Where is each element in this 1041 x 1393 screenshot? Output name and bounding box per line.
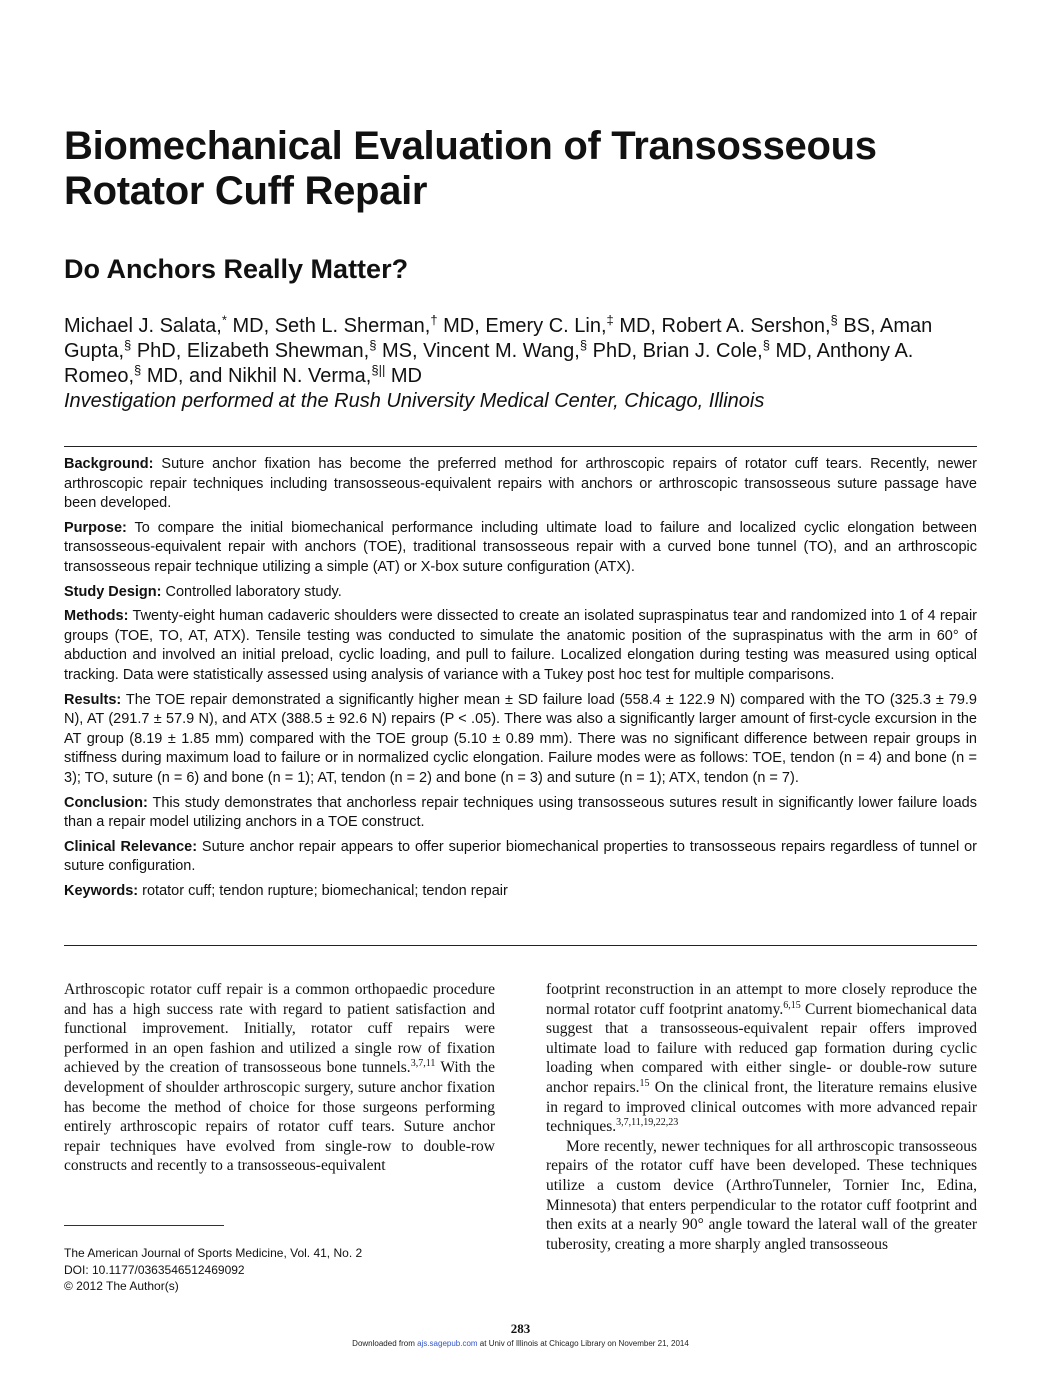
body-paragraph (546, 980, 977, 1137)
article-title: Biomechanical Evaluation of Transosseous Rotator Cuff Repair (64, 124, 877, 213)
affiliation-mark: † (430, 312, 438, 328)
section-text: This study demonstrates that anchorless repair techniques using transosseous sutures result in significantly lower failure loads than a repair model utilizing anchors in a TOE construct. (64, 794, 977, 831)
author-name: Seth L. Sherman, (274, 315, 431, 337)
author-degree: MD, (613, 315, 662, 337)
doi: DOI: 10.1177/0363546512469092 (64, 1262, 245, 1277)
author-name: Emery C. Lin, (485, 315, 607, 337)
abstract-methods (64, 607, 977, 685)
body-text: Arthroscopic rotator cuff repair is a common orthopaedic procedure and has a high success rate with regard to patient satisfaction and functional improvement. Initially, rotator cuff repairs were performed in an open fashion and utilized a single row of fixation achieved by the creation of transosseous bone tunnels. (64, 981, 495, 1077)
author-name: Elizabeth Shewman, (186, 340, 370, 362)
body-text: Current biomechanical data suggest that a transosseous-equivalent repair offers improved ultimate load to failure with reduced gap formation during cyclic loading when compared with either single- or double-row suture anchor repairs. (546, 1000, 977, 1096)
citation-ref: 3,7,11 (410, 1058, 436, 1070)
author-list (64, 314, 984, 389)
journal-footnote (64, 1245, 484, 1295)
author-name: Nikhil N. Verma, (227, 365, 372, 387)
abstract-top-rule (64, 446, 977, 447)
body-text: On the clinical front, the literature remains elusive in regard to improved clinical outcomes with more advanced repair techniques. (546, 1078, 978, 1136)
download-suffix: at Univ of Illinois at Chicago Library on November 21, 2014 (477, 1339, 689, 1348)
abstract-purpose (64, 519, 977, 578)
author-degree: PhD, (587, 340, 643, 362)
journal-citation: The American Journal of Sports Medicine, Vol. 41, No. 2 (64, 1246, 363, 1260)
author-degree: BS, (837, 315, 881, 337)
section-text: Twenty-eight human cadaveric shoulders were dissected to create an isolated supraspinatus tear and randomized into 1 of 4 repair groups (TOE, TO, AT, ATX). Tensile testing was conducted to simulate the anatomic position of the supraspinatus with the arm in 60° of abduction and involved an initial preload, cyclic loading, and pull to failure. Localized elongation during testing was measured using optical tracking. Data were statistically assessed using analysis of variance with a Tukey post hoc test for multiple comparisons. (64, 608, 977, 683)
author-name: Brian J. Cole, (642, 340, 763, 362)
section-label: Clinical Relevance: (64, 838, 198, 855)
author-degree: MD, and (141, 365, 228, 387)
article-subtitle: Do Anchors Really Matter? (64, 254, 409, 284)
author-degree: MD, (226, 315, 275, 337)
body-column-left (64, 980, 495, 1176)
author-degree: MS, (376, 340, 424, 362)
footnote-rule (64, 1225, 224, 1226)
affiliation-mark: §|| (371, 362, 386, 378)
affiliation-mark: § (134, 362, 142, 378)
page-number: 283 (510, 1321, 531, 1336)
abstract-bottom-rule (64, 945, 977, 946)
author-name: Vincent M. Wang, (423, 340, 580, 362)
author-degree: MD, (437, 315, 486, 337)
section-label: Keywords: (64, 882, 139, 899)
abstract-clinical-relevance (64, 838, 977, 877)
author-degree: MD (385, 365, 422, 387)
author-degree: PhD, (131, 340, 187, 362)
body-text: With the development of shoulder arthroscopic surgery, suture anchor fixation has become the method of choice for those surgeons performing entirely arthroscopic repairs of rotator cuff tears. Suture anchor repair techniques have evolved from single-row to double-row constructs and recently to a transosseous-equivalent (64, 1059, 495, 1175)
author-degree: MD, (769, 340, 817, 362)
body-column-right (546, 980, 977, 1254)
body-text: footprint reconstruction in an attempt to more closely reproduce the normal rotator cuff footprint anatomy. (546, 981, 977, 1018)
affiliation-mark: § (762, 337, 770, 353)
section-label: Background: (64, 456, 154, 472)
section-label: Conclusion: (64, 794, 148, 811)
affiliation-mark: ‡ (606, 312, 614, 328)
section-label: Purpose: (64, 519, 127, 536)
section-label: Results: (64, 691, 122, 708)
author-name: Anthony A. Romeo, (64, 340, 914, 387)
section-text: To compare the initial biomechanical performance including ultimate load to failure and localized cyclic elongation between transosseous-equivalent repair with anchors (TOE), traditional transosseous repair with a curved bone tunnel (TO), and an arthroscopic transosseous repair technique utilizing a simple (AT) or X-box suture configuration (ATX). (64, 519, 977, 575)
abstract-study-design (64, 583, 977, 603)
body-paragraph (64, 980, 495, 1176)
affiliation-mark: § (369, 337, 377, 353)
abstract-background (64, 455, 977, 514)
section-text: Suture anchor repair appears to offer superior biomechanical properties to transosseous repairs regardless of tunnel or suture configuration. (64, 838, 978, 875)
section-text: Controlled laboratory study. (161, 583, 342, 600)
abstract-keywords (64, 882, 977, 902)
section-label: Methods: (64, 608, 129, 625)
section-label: Study Design: (64, 583, 162, 600)
abstract (64, 455, 977, 906)
institution-line: Investigation performed at the Rush University Medical Center, Chicago, Illinois (64, 390, 765, 412)
section-text: The TOE repair demonstrated a significantly higher mean ± SD failure load (558.4 ± 122.9 N) compared with the TO (325.3 ± 79.9 N), AT (291.7 ± 57.9 N), and ATX (388.5 ± 92.6 N) repairs (P < .05). There was also a significantly larger amount of first-cycle excursion in the AT group (8.19 ± 1.85 mm) compared with the TOE group (5.10 ± 0.89 mm). There was no significant difference between repair groups in stiffness during maximum load to failure or in normalized cyclic elongation. Failure modes were as follows: TOE, tendon (n = 4) and bone (n = 3); TO, suture (n = 6) and bone (n = 1); AT, tendon (n = 2) and bone (n = 3) and suture (n = 1); ATX, tendon (n = 7). (64, 691, 977, 786)
author-name: Robert A. Sershon, (661, 315, 831, 337)
affiliation-mark: § (830, 312, 838, 328)
author-name: Michael J. Salata, (64, 315, 222, 337)
affiliation-mark: § (124, 337, 132, 353)
abstract-conclusion (64, 794, 977, 833)
citation-ref: 3,7,11,19,22,23 (616, 1117, 679, 1128)
section-text: rotator cuff; tendon rupture; biomechanical; tendon repair (138, 882, 508, 899)
citation-ref: 15 (639, 1077, 650, 1089)
affiliation-mark: § (579, 337, 588, 353)
download-link[interactable]: ajs.sagepub.com (417, 1339, 478, 1348)
body-paragraph: More recently, newer techniques for all arthroscopic transosseous repairs of the rotator cuff have been developed. These techniques utilize a custom device (ArthroTunneler, Tornier Inc, Edina, Minnesota) that enters perpendicular to the rotator cuff footprint and then exits at a nearly 90° angle toward the lateral wall of the greater tuberosity, creating a more sharply angled transosseous (546, 1137, 977, 1253)
abstract-results (64, 691, 977, 789)
affiliation-mark: * (221, 312, 227, 328)
download-notice (0, 1339, 1041, 1348)
download-prefix: Downloaded from (352, 1339, 418, 1348)
section-text: Suture anchor fixation has become the preferred method for arthroscopic repairs of rotator cuff tears. Recently, newer arthroscopic repair techniques including transosseous-equivalent repairs with anchors or arthroscopic transosseous suture passage have been developed. (64, 456, 977, 512)
author-name: Aman Gupta, (64, 315, 933, 362)
copyright: © 2012 The Author(s) (64, 1279, 179, 1293)
citation-ref: 6,15 (783, 999, 801, 1011)
